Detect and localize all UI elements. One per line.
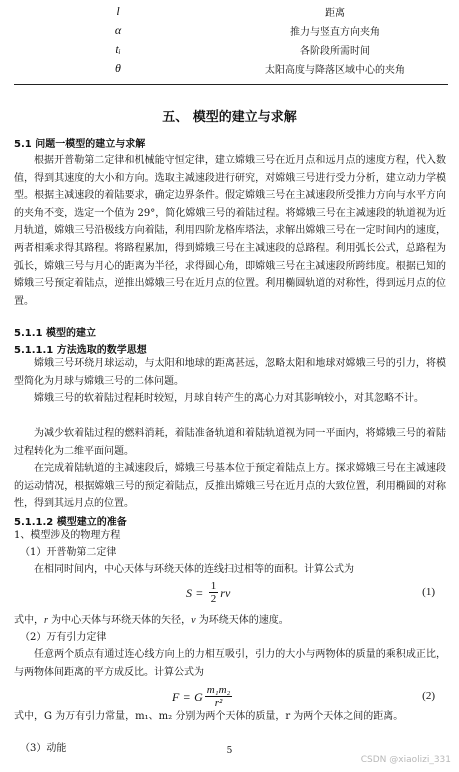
paragraph-gravitation: 任意两个质点有通过连心线方向上的力相互吸引，引力的大小与两物体的质量的乘积成正比，与两物体间距离的平方成反比。计算公式为 <box>14 649 446 678</box>
eq1-rhs: rv <box>220 585 231 600</box>
list-gravitation: （2）万有引力定律 <box>20 632 107 643</box>
eq2-constant: G <box>194 689 203 704</box>
eq1-fraction <box>209 580 219 606</box>
symbol-desc: 太阳高度与降落区域中心的夹角 <box>265 65 405 76</box>
equation-2-body: F = G $\frac{\text{m₁m₂}}{\text{r²}}$ <box>172 684 231 709</box>
page-number: 5 <box>226 746 233 756</box>
eq1-denominator: 2 <box>210 593 217 605</box>
list-kinetic-energy: （3）动能 <box>20 743 67 754</box>
symbol-row <box>14 40 448 59</box>
list-kepler: （1）开普勒第二定律 <box>20 547 117 558</box>
section-title: 五、 模型的建立与求解 <box>162 110 297 125</box>
list-physics-equations: 1、模型涉及的物理方程 <box>14 530 121 541</box>
paragraph-overview: 根据开普勒第二定律和机械能守恒定律，建立嫦娥三号在近月点和远月点的速度方程，代入数值，得到其速度的大小和方向。选取主减速段进行研究，对嫦娥三号进行受力分析，建立动力学模型。根据主减速段的着陆要求，确定边界条件。假定嫦娥三号在主减速段所受推力方向与水平方向的夹角不变，选定一个值为 29°，简化嫦娥三号的着陆过程。将嫦娥三号在主减速段的轨道视为近月轨道，嫦娥三号沿极线方向着陆，利用四阶龙格库塔法，求解出嫦娥三号在一定时间内的速度，两者相乘求得其路程。将路程累加，得到嫦娥三号在主减速段的总路程。利用弧长公式，总路程为弧长，嫦娥三号与月心的距离为半径，求得圆心角，即嫦娥三号在主减速段所跨纬度。根据已知的嫦娥三号预定着陆点，逆推出嫦娥三号在近月点的位置。利用椭圆轨道的对称性，得到远月点的位置。 <box>14 155 446 307</box>
symbol: α <box>114 23 122 37</box>
symbol: θ <box>115 61 121 75</box>
eq1-lhs: S <box>186 585 192 600</box>
symbol-desc: 各阶段所需时间 <box>300 46 370 57</box>
eq2-lhs: F <box>172 689 180 704</box>
table-bottom-rule <box>14 84 448 85</box>
symbol-row <box>14 59 448 78</box>
paragraph-kepler: 在相同时间内，中心天体与环绕天体的连线扫过相等的面积。计算公式为 <box>34 564 354 575</box>
symbol-row <box>14 21 448 40</box>
symbol-row <box>14 2 448 21</box>
symbol-table <box>14 2 448 78</box>
paragraph-two-body: 嫦娥三号环绕月球运动，与太阳和地球的距离甚远，忽略太阳和地球对嫦娥三号的引力，将模型简化为月球与嫦娥三号的二体问题。 <box>14 358 446 387</box>
eq2-denominator: r² <box>214 697 223 709</box>
paragraph-eq1-where: 式中，r 为中心天体与环绕天体的矢径，v 为环绕天体的速度。 <box>14 615 289 626</box>
eq2-numerator: m₁m₂ <box>206 684 231 696</box>
eq1-numerator: 1 <box>210 580 217 592</box>
heading-5-1-1: 5.1.1 模型的建立 <box>14 328 96 339</box>
paragraph-rotation: 嫦娥三号的软着陆过程耗时较短，月球自转产生的离心力对其影响较小，对其忽略不计。 <box>34 393 424 404</box>
symbol-desc: 距离 <box>325 8 345 19</box>
symbol-desc: 推力与竖直方向夹角 <box>290 27 380 38</box>
watermark: CSDN @xiaolizi_331 <box>360 755 451 765</box>
heading-5-1-1-1: 5.1.1.1 方法选取的数学思想 <box>14 345 147 356</box>
heading-5-1: 5.1 问题一模型的建立与求解 <box>14 139 146 150</box>
equation-1 <box>0 576 459 610</box>
symbol: tᵢ <box>115 42 121 56</box>
symbol: l <box>116 4 120 18</box>
eq2-number: (2) <box>422 690 435 702</box>
equation-1-body: S = $\frac{1}{2}$ rv <box>186 580 231 605</box>
heading-5-1-1-2: 5.1.1.2 模型建立的准备 <box>14 517 127 528</box>
eq1-number: (1) <box>422 586 435 598</box>
paragraph-plane: 为减少软着陆过程的燃料消耗，着陆准备轨道和着陆轨道视为同一平面内，将嫦娥三号的着陆过程转化为二维平面问题。 <box>14 428 446 457</box>
paragraph-eq2-where: 式中，G 为万有引力常量，m₁、m₂ 分别为两个天体的质量，r 为两个天体之间的距离。 <box>14 711 404 722</box>
eq2-fraction <box>205 684 233 710</box>
paragraph-main-deceleration: 在完成着陆轨道的主减速段后，嫦娥三号基本位于预定着陆点上方。探求嫦娥三号在主减速段的运动情况，根据嫦娥三号的预定着陆点，反推出嫦娥三号在近月点的大致位置，利用椭圆的对称性，得到其远月点的位置。 <box>14 463 446 510</box>
